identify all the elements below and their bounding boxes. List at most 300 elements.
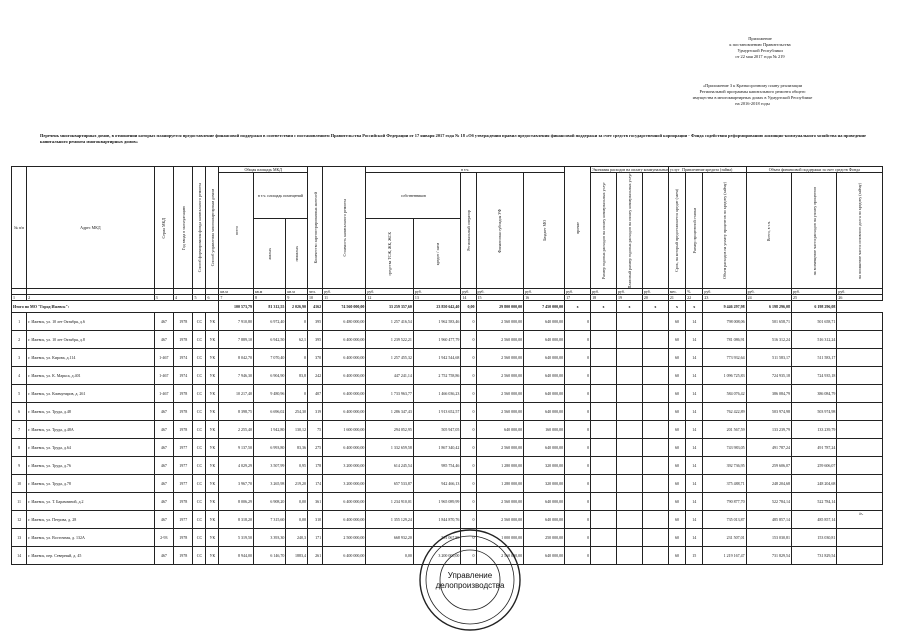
table-cell: 261 (308, 547, 323, 565)
table-cell: 1978 (174, 421, 193, 439)
table-cell: 407 (308, 385, 323, 403)
table-cell: 259 606,07 (746, 457, 791, 475)
table-cell: 0 (461, 493, 476, 511)
table-row (12, 475, 883, 493)
table-cell: 0,00 (286, 511, 308, 529)
table-row (12, 313, 883, 331)
table-cell: 724 935,18 (792, 367, 837, 385)
table-cell: 781 086,91 (703, 331, 746, 349)
table-cell: 2 560 000,00 (476, 313, 524, 331)
column-number-cell: 19 (616, 295, 642, 301)
table-cell: 1-467 (154, 349, 173, 367)
table-cell (591, 547, 617, 565)
table-cell: 0 (461, 403, 476, 421)
table-cell: 231 507,01 (703, 529, 746, 547)
table-cell: УК (206, 385, 219, 403)
unit-cell: % (686, 289, 703, 295)
table-cell: 516 312,24 (792, 331, 837, 349)
table-cell (616, 547, 642, 565)
col-fund-total: Всего, в т.ч. (746, 173, 791, 289)
table-cell: 1 280 000,00 (476, 475, 524, 493)
column-number-cell: 14 (461, 295, 476, 301)
table-cell: 1 733 963,77 (366, 385, 414, 403)
col-loan-term: Срок, на который предоставляется кредит (заем) (668, 173, 685, 289)
total-cell: x (565, 301, 591, 313)
table-cell: 60 (668, 529, 685, 547)
table-row (12, 367, 883, 385)
table-cell: 6 400 000,00 (323, 349, 366, 367)
table-cell: 3 967,70 (219, 475, 254, 493)
table-cell: 1 096 725,83 (703, 367, 746, 385)
table-cell: 254,30 (286, 403, 308, 421)
table-cell: 522 784,14 (746, 493, 791, 511)
table-cell: 798 008,06 (703, 313, 746, 331)
table-cell: 1 239 522,21 (366, 331, 414, 349)
table-cell: 0 (565, 313, 591, 331)
table-cell: 0 (565, 529, 591, 547)
table-cell (591, 313, 617, 331)
table-cell: 201 567,59 (703, 421, 746, 439)
table-cell: 319 (308, 403, 323, 421)
table-cell: 0,00 (366, 547, 414, 565)
table-cell: 640 000,00 (524, 349, 565, 367)
table-cell: 248 204,68 (746, 475, 791, 493)
table-cell: 0 (565, 331, 591, 349)
table-cell: 12 (12, 511, 27, 529)
table-cell: 6 (12, 403, 27, 421)
table-cell: 467 (154, 457, 173, 475)
table-cell: 614 245,54 (366, 457, 414, 475)
table-cell: 1 219 167,47 (703, 547, 746, 565)
table-cell: 668 932,20 (366, 529, 414, 547)
total-cell: 2 026,90 (286, 301, 308, 313)
table-cell: 2 560 000,00 (476, 349, 524, 367)
table-cell: 320 000,00 (524, 457, 565, 475)
table-cell (591, 511, 617, 529)
col-repair-cost: Стоимость капитального ремонта (323, 167, 366, 289)
table-row (12, 349, 883, 367)
table-cell: 1977 (174, 511, 193, 529)
table-cell: 14 (686, 385, 703, 403)
col-budget: Бюджет МО (524, 173, 565, 289)
appendix-header (670, 36, 850, 60)
table-cell: 3 200 000,00 (323, 457, 366, 475)
table-cell: 640 000,00 (524, 385, 565, 403)
col-area-incl: в т.ч. площадь помещений (253, 173, 307, 219)
col-loan-rate: Размер процентной ставки (686, 173, 703, 289)
col-fund-method: Способ формирования фонда капитального ремонта (193, 167, 206, 289)
table-cell: 561 067,80 (413, 529, 461, 547)
table-cell (642, 529, 668, 547)
table-cell: 250 000,00 (524, 529, 565, 547)
table-cell: 3 265,98 (253, 475, 285, 493)
table-cell (616, 421, 642, 439)
table-cell: 640 000,00 (476, 421, 524, 439)
table-cell: 2 560 000,00 (476, 385, 524, 403)
table-cell: 174 (308, 475, 323, 493)
table-cell: 0 (461, 421, 476, 439)
col-area-nonres: нежилых (286, 219, 308, 289)
table-cell: 6 400 000,00 (323, 331, 366, 349)
col-econ-annual: Размер годовых расходов на оплату коммунальных услуг (591, 173, 617, 289)
table-cell: СС (193, 313, 206, 331)
table-cell: 503 974,98 (792, 403, 837, 421)
table-cell: 60 (668, 421, 685, 439)
table-cell: УК (206, 457, 219, 475)
table-cell: 0 (565, 439, 591, 457)
table-cell: 447 241,14 (366, 367, 414, 385)
table-cell: 2 (12, 331, 27, 349)
col-econ-planned: Плановый размер годовых расходов на оплату коммунальных услуг (616, 173, 642, 289)
table-cell (837, 439, 883, 457)
table-cell: 467 (154, 475, 173, 493)
unit-cell: кв.м (286, 289, 308, 295)
table-cell: 503 974,98 (746, 403, 791, 421)
official-stamp (398, 520, 543, 632)
column-number-cell: 16 (524, 295, 565, 301)
table-cell: 985 754,46 (413, 457, 461, 475)
table-cell (837, 313, 883, 331)
table-cell: 0 (565, 547, 591, 565)
unit-cell: руб. (565, 289, 591, 295)
table-cell: 1977 (174, 457, 193, 475)
table-cell: 1-467 (154, 385, 173, 403)
table-cell: 0,95 (286, 457, 308, 475)
table-cell: г. Ижевск, ул. Кирова, д.114 (27, 349, 154, 367)
table-cell (837, 403, 883, 421)
total-cell: x (616, 301, 642, 313)
table-cell: 0 (565, 403, 591, 421)
col-fund-support-group: Объем финансовой поддержки за счет средств Фонда (746, 167, 882, 173)
column-number-cell: 17 (565, 295, 591, 301)
col-econ-group: Экономия расходов на оплату коммунальных услуг (592, 167, 680, 172)
table-cell: г. Ижевск, ул. 10 лет Октября, д.6 (27, 313, 154, 331)
table-cell: 6 400 000,00 (323, 385, 366, 403)
column-number-cell: 2 (27, 295, 154, 301)
table-cell: 762 422,89 (703, 403, 746, 421)
column-number-cell: 18 (591, 295, 617, 301)
table-cell (837, 493, 883, 511)
buildings-table (11, 166, 883, 565)
total-cell: x (668, 301, 685, 313)
table-cell: 14 (686, 313, 703, 331)
table-cell: СС (193, 529, 206, 547)
table-cell (837, 529, 883, 547)
table-cell (642, 385, 668, 403)
table-cell (642, 349, 668, 367)
table-cell: 2 560 000,00 (476, 439, 524, 457)
col-mgmt-method: Способ управления многоквартирным домом (206, 167, 219, 289)
table-cell: 0 (565, 493, 591, 511)
table-cell: 6 400 000,00 (323, 403, 366, 421)
table-row (12, 439, 883, 457)
column-number-cell: 13 (413, 295, 461, 301)
table-cell (616, 439, 642, 457)
total-cell: 7 450 000,00 (524, 301, 565, 313)
column-number-cell: 15 (476, 295, 524, 301)
table-cell: 6 904,90 (253, 367, 285, 385)
table-cell: 6 993,80 (253, 439, 285, 457)
table-cell: 467 (154, 403, 173, 421)
total-cell: x (686, 301, 703, 313)
table-cell: 8 (12, 439, 27, 457)
table-cell: 14 (686, 421, 703, 439)
table-cell: 640 000,00 (524, 511, 565, 529)
table-cell: 6 972,40 (253, 313, 285, 331)
col-residents: Количество зарегистрированных жителей (308, 167, 323, 289)
table-cell: 13 (12, 529, 27, 547)
table-cell: 2 560 000,00 (476, 331, 524, 349)
table-cell: 6 908,20 (253, 493, 285, 511)
table-cell: 240,3 (286, 529, 308, 547)
table-cell: 773 932,64 (703, 349, 746, 367)
table-cell: 1 600 000,00 (323, 421, 366, 439)
table-cell: 1 913 652,57 (413, 403, 461, 421)
table-cell: 735 013,87 (703, 511, 746, 529)
table-cell: 0 (565, 457, 591, 475)
table-cell (837, 349, 883, 367)
table-cell: 60 (668, 403, 685, 421)
table-cell: 10 217,40 (219, 385, 254, 403)
table-cell: 14 (686, 403, 703, 421)
table-cell: 9 480,96 (253, 385, 285, 403)
table-cell: 248 204,68 (792, 475, 837, 493)
table-cell: 7 889,10 (219, 331, 254, 349)
table-row (12, 403, 883, 421)
table-cell: 83,36 (286, 439, 308, 457)
table-cell: 60 (668, 331, 685, 349)
table-cell (837, 457, 883, 475)
table-cell: 0 (461, 457, 476, 475)
table-cell: 1978 (174, 529, 193, 547)
table-cell: 1978 (174, 385, 193, 403)
table-cell: 3 200 000,00 (413, 547, 461, 565)
table-cell: СС (193, 493, 206, 511)
total-cell: 100 573,79 (219, 301, 254, 313)
col-address: Адрес МКД (27, 167, 154, 289)
table-cell: 1-467 (154, 367, 173, 385)
table-cell: СС (193, 349, 206, 367)
table-cell: УК (206, 331, 219, 349)
table-cell: 467 (154, 313, 173, 331)
total-cell: 9 446 297,98 (703, 301, 746, 313)
table-cell: 1 867 340,42 (413, 439, 461, 457)
table-cell: 14 (686, 493, 703, 511)
table-cell: 1977 (174, 439, 193, 457)
table-cell: 171 (308, 529, 323, 547)
table-cell: СС (193, 511, 206, 529)
table-cell: 0 (565, 349, 591, 367)
unit-cell: руб. (366, 289, 414, 295)
table-cell: СС (193, 475, 206, 493)
table-cell: 501 658,71 (792, 313, 837, 331)
table-cell: 485 857,14 (792, 511, 837, 529)
table-cell: 75 (308, 421, 323, 439)
table-cell: 0 (565, 367, 591, 385)
table-cell: СС (193, 331, 206, 349)
table-cell: г. Ижевск, ул. Восточная, д. 132А (27, 529, 154, 547)
table-cell: 640 000,00 (524, 331, 565, 349)
table-cell: 160 000,00 (524, 421, 565, 439)
unit-cell: руб. (616, 289, 642, 295)
table-cell: 6 146,70 (253, 547, 285, 565)
table-cell: 7 (12, 421, 27, 439)
table-cell (642, 547, 668, 565)
table-cell: 361 (308, 493, 323, 511)
table-row (12, 493, 883, 511)
unit-cell: руб. (461, 289, 476, 295)
table-cell: 242 (308, 367, 323, 385)
table-cell (837, 421, 883, 439)
table-cell: 731 829,54 (746, 547, 791, 565)
table-cell: 0 (461, 313, 476, 331)
table-cell: 133 239,79 (746, 421, 791, 439)
table-cell: 1 355 129,24 (366, 511, 414, 529)
table-cell: 0 (461, 439, 476, 457)
column-number-cell: 22 (686, 295, 703, 301)
appendix-line: Приложение (748, 36, 772, 41)
table-cell: 467 (154, 331, 173, 349)
column-number-cell: 4 (174, 295, 193, 301)
table-cell: 153 030,81 (746, 529, 791, 547)
table-cell: 0 (461, 529, 476, 547)
column-number-cell: 6 (206, 295, 219, 301)
unit-cell: руб. (413, 289, 461, 295)
table-cell (642, 457, 668, 475)
column-number-cell: 23 (703, 295, 746, 301)
table-cell (616, 529, 642, 547)
table-cell: 310 (308, 511, 323, 529)
table-cell: УК (206, 367, 219, 385)
total-cell: x (591, 301, 617, 313)
table-cell: 640 000,00 (524, 439, 565, 457)
table-cell (837, 475, 883, 493)
unit-cell: руб. (792, 289, 837, 295)
col-econ-other: прочие (565, 167, 591, 289)
table-cell: 320 000,00 (524, 475, 565, 493)
unit-cell: руб. (524, 289, 565, 295)
table-cell: 0 (461, 511, 476, 529)
table-header (12, 167, 883, 301)
table-cell: 7 946,30 (219, 367, 254, 385)
table-cell: СС (193, 439, 206, 457)
unit-cell: руб. (837, 289, 883, 295)
table-cell (837, 331, 883, 349)
table-cell: 14 (686, 475, 703, 493)
table-cell: 0 (565, 511, 591, 529)
table-cell: г. Ижевск, ул. Коммунаров, д. 261 (27, 385, 154, 403)
col-subsidy: Финансовая субсидия УФ (476, 173, 524, 289)
table-cell: 178 (308, 457, 323, 475)
table-cell: 395 (308, 331, 323, 349)
col-econ-blank (642, 173, 668, 289)
table-cell: 133 239,79 (792, 421, 837, 439)
table-cell: 11 (12, 493, 27, 511)
table-cell: 7 070,40 (253, 349, 285, 367)
table-cell: 8 944,00 (219, 547, 254, 565)
table-cell (616, 313, 642, 331)
table-cell (591, 367, 617, 385)
table-cell (591, 475, 617, 493)
table-cell: 6 942,50 (253, 331, 285, 349)
table-cell: 2 500 000,00 (323, 529, 366, 547)
table-cell: 657 533,87 (366, 475, 414, 493)
col-credit: кредит / заем (413, 219, 461, 289)
column-number-cell: 25 (792, 295, 837, 301)
table-cell (616, 385, 642, 403)
table-cell: 1 332 659,58 (366, 439, 414, 457)
table-cell (591, 421, 617, 439)
table-cell: 0 (565, 475, 591, 493)
table-cell: УК (206, 493, 219, 511)
appendix-ref-line: Региональной программы капитального ремонта общего (699, 89, 806, 94)
table-cell: 386 084,79 (746, 385, 791, 403)
table-cell: 60 (668, 475, 685, 493)
appendix-reference (625, 83, 880, 107)
table-cell: 1 844 870,76 (413, 511, 461, 529)
table-cell: 6 400 000,00 (323, 511, 366, 529)
col-fund-principal: на погашение части основного долга по кредиту (займу) (837, 173, 883, 289)
table-cell: 8 398,75 (219, 403, 254, 421)
col-regop: Региональный оператор (461, 173, 476, 289)
table-cell: 60 (668, 457, 685, 475)
table-cell (616, 475, 642, 493)
table-cell: УК (206, 349, 219, 367)
table-cell: 392 736,95 (703, 457, 746, 475)
table-cell: 0 (286, 349, 308, 367)
table-cell: СС (193, 547, 206, 565)
unit-cell: руб. (703, 289, 746, 295)
table-cell: 14 (686, 529, 703, 547)
table-cell: 1974 (174, 349, 193, 367)
table-cell: 14 (686, 349, 703, 367)
column-number-cell: 9 (286, 295, 308, 301)
table-cell: 3 507,99 (253, 457, 285, 475)
column-number-cell: 26 (837, 295, 883, 301)
table-cell: 485 857,14 (746, 511, 791, 529)
unit-cell: мес. (668, 289, 685, 295)
table-cell (642, 511, 668, 529)
table-cell: г. Ижевск, ул. Труда, д.78 (27, 475, 154, 493)
table-cell: 1978 (174, 493, 193, 511)
table-cell: УК (206, 529, 219, 547)
table-cell (616, 511, 642, 529)
table-cell: 640 000,00 (524, 493, 565, 511)
table-cell: 640 000,00 (524, 403, 565, 421)
unit-cell: руб. (642, 289, 668, 295)
table-cell: 6 400 000,00 (323, 547, 366, 565)
table-cell: 8 042,70 (219, 349, 254, 367)
appendix-ref-line: «Приложение 3 к Краткосрочному плану реализации (702, 83, 803, 88)
total-row (12, 301, 883, 313)
column-number-cell: 11 (323, 295, 366, 301)
table-cell: 731 829,54 (792, 547, 837, 565)
table-cell (591, 349, 617, 367)
table-cell: г. Ижевск, ул. Труда, д.48 (27, 403, 154, 421)
total-cell: 6 198 296,08 (746, 301, 791, 313)
table-cell: 375 488,71 (703, 475, 746, 493)
table-cell: 0 (461, 385, 476, 403)
table-cell: 1977 (174, 475, 193, 493)
table-cell: 130,12 (286, 421, 308, 439)
table-cell: 14 (686, 457, 703, 475)
seal-line: Управление (447, 571, 493, 580)
table-cell: СС (193, 385, 206, 403)
table-cell: 219,20 (286, 475, 308, 493)
table-cell (591, 385, 617, 403)
table-cell: 0 (286, 313, 308, 331)
table-cell: 60 (668, 511, 685, 529)
